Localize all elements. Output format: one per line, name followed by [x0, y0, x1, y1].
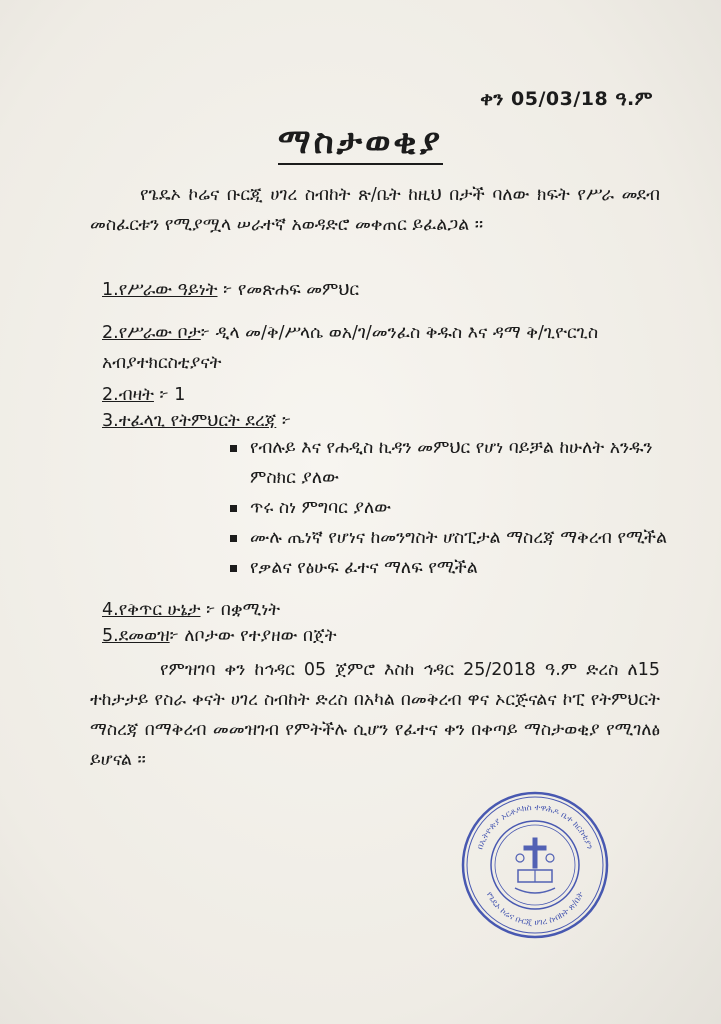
field-salary [102, 621, 662, 651]
document-date: ቀን 05/03/18 ዓ.ም [480, 88, 653, 110]
stamp-bottom-text: የጌዴኦ ኮሬና ቡርጂ ሀገረ ስብከት ጽ/ቤት [483, 890, 587, 929]
list-item: የብሉይ እና የሐዲስ ኪዳን መምህር የሆነ ባይቻል ከሁለት አንዱን ምስክር ያለው [230, 433, 670, 493]
field-job-type [102, 275, 662, 305]
closing-paragraph: የምዝገባ ቀን ከኅዳር 05 ጀምሮ እስከ ኅዳር 25/2018 ዓ.ም ድረስ ለ15 ተከታታይ የስራ ቀናት ሀገረ ስብከት ድረስ በአካል በመቅረብ ዋና ኦርጅናልና ኮፒ የትምህርት ማስረጃ በማቅረብ መመዝገብ የምትችሉ ሲሆን የፈተና ቀን በቀጣይ ማስታወቂያ የሚገለፅ ይሆናል ፡፡ [90, 660, 660, 770]
field-value: ፦ 1 [153, 385, 186, 405]
field-label: 2.ብዛት [102, 385, 154, 405]
field-label: 3.ተፈላጊ የትምህርት ደረጃ [102, 411, 277, 431]
list-item: ጥሩ ስነ ምግባር ያለው [230, 493, 670, 523]
field-label: 2.የሥራው ቦታ [102, 323, 201, 343]
field-value: ፦ [276, 411, 292, 431]
field-value: ፦ ዲላ መ/ቅ/ሥላሴ ወአ/ገ/መንፈስ ቅዱስ እና ዳማ ቅ/ጊዮርጊስ አብያተክርስቲያናት [102, 323, 599, 373]
title-text: ማስታወቂያ [278, 122, 443, 165]
document-title [0, 122, 721, 162]
field-value: ፦ በቋሚነት [200, 600, 281, 620]
list-item: የቃልና የፅሁፍ ፈተና ማለፍ የሚችል [230, 553, 670, 583]
intro-paragraph: የጌዴኦ ኮሬና ቡርጂ ሀገረ ስብከት ጽ/ቤት ከዚህ በታች ባለው ክፍት የሥራ መደብ መስፈርቱን የሚያሟላ ሠራተኛ አወዳድሮ መቀጠር ይፈልጋል ፡፡ [90, 185, 660, 235]
list-item: ሙሉ ጤነኛ የሆነና ከመንግስት ሆስፒታል ማስረጃ ማቅረብ የሚችል [230, 523, 670, 553]
field-work-place [102, 318, 662, 378]
stamp-emblem [515, 838, 555, 893]
field-label: 4.የቅጥር ሁኔታ [102, 600, 201, 620]
field-value: ፦ ለቦታው የተያዘው በጀት [169, 626, 337, 646]
stamp-top-text: በኢትዮጵያ ኦርቶዶክስ ተዋሕዶ ቤተ ክርስቲያን [475, 802, 595, 851]
field-requirements [102, 406, 662, 436]
requirements-list [230, 433, 670, 583]
field-label: 5.ደመወዝ [102, 626, 170, 646]
official-stamp [460, 790, 610, 940]
field-value: ፦ የመጽሐፍ መምህር [217, 280, 360, 300]
field-label: 1.የሥራው ዓይነት [102, 280, 218, 300]
